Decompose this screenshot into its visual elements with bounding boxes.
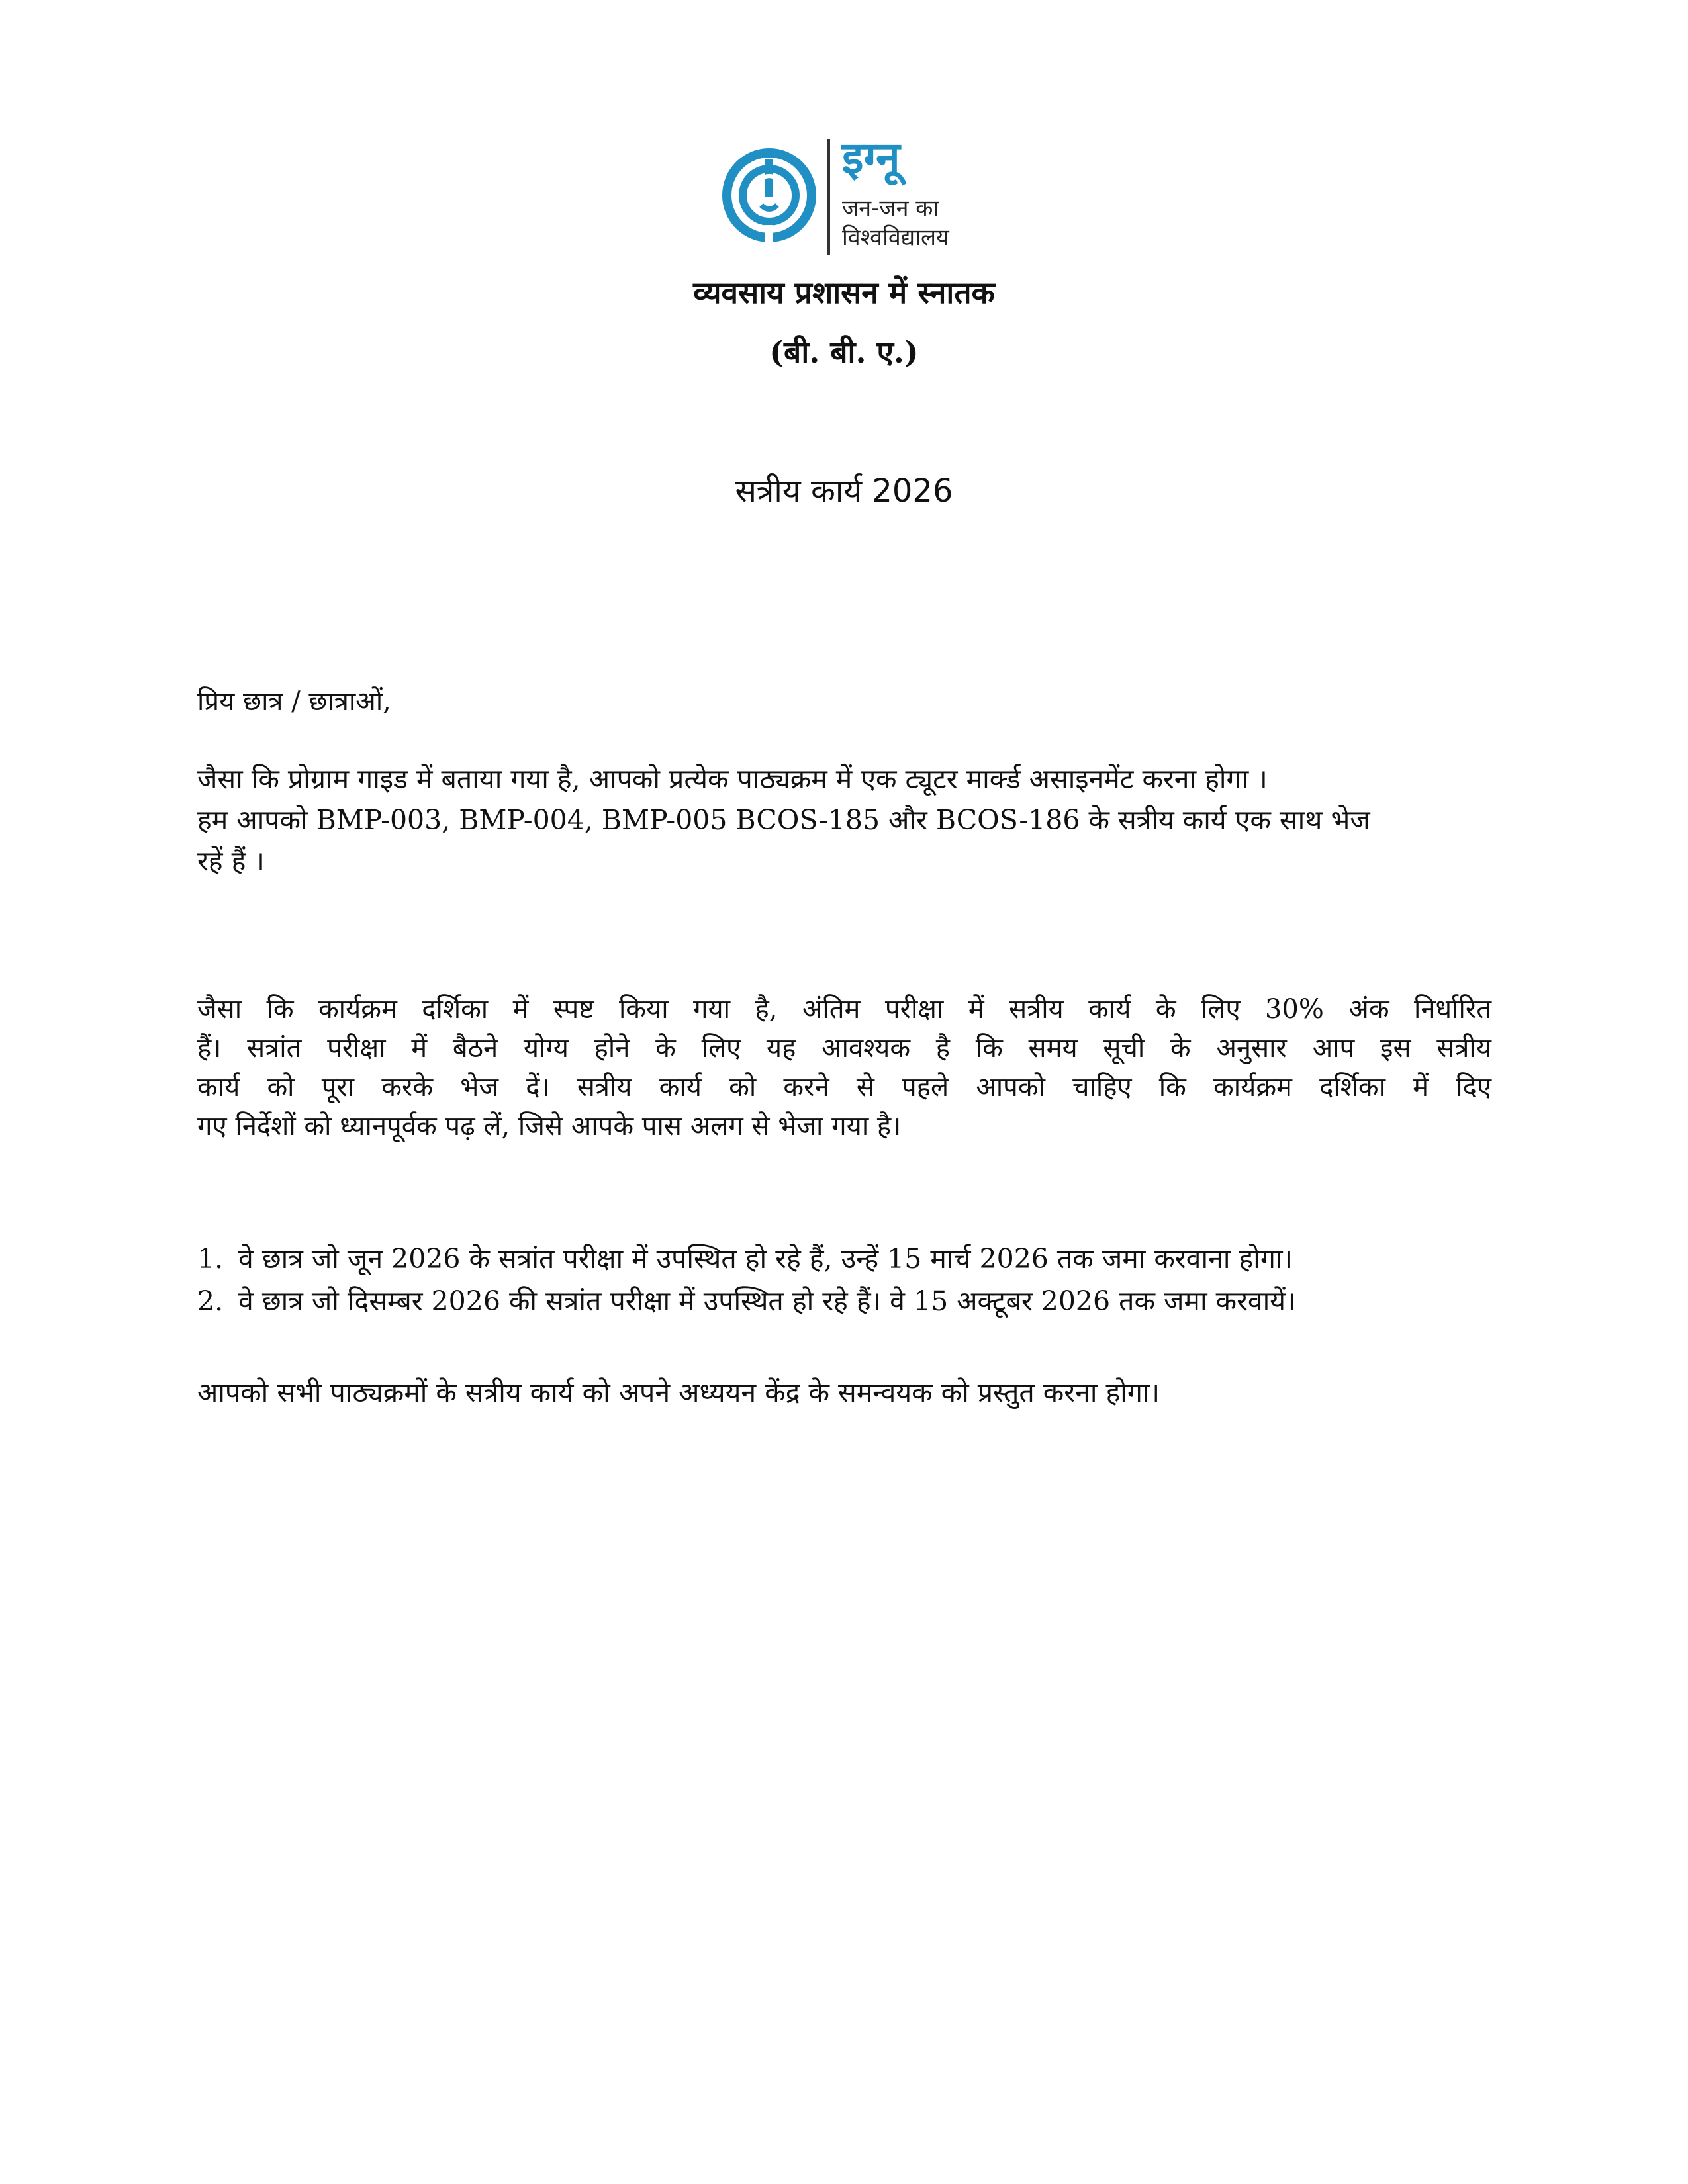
logo-tagline-line1: जन-जन का	[842, 195, 939, 222]
assignment-title: सत्रीय कार्य 2026	[735, 473, 953, 510]
ignou-logo	[722, 132, 986, 255]
list-item	[197, 1238, 1491, 1280]
intro-paragraph-line: रहें हैं ।	[197, 845, 265, 877]
intro-paragraph-line: हम आपको BMP-003, BMP-004, BMP-005 BCOS-185 और BCOS-186 के सत्रीय कार्य एक साथ भेज	[197, 804, 1370, 836]
instructions-paragraph	[197, 990, 1491, 1146]
program-abbreviation: (बी. बी. ए.)	[769, 334, 919, 370]
logo-tagline-line2: विश्वविद्यालय	[842, 224, 949, 251]
instructions-paragraph-line: जैसा कि कार्यक्रम दर्शिका में स्पष्ट किया गया है, अंतिम परीक्षा में सत्रीय कार्य के लिए 30% अंक निर्धारित	[197, 994, 1491, 1024]
intro-paragraph	[197, 758, 1491, 882]
salutation: प्रिय छात्र / छात्राओं,	[197, 686, 391, 717]
instructions-paragraph-line: गए निर्देशों को ध्यानपूर्वक पढ़ लें, जिसे आपके पास अलग से भेजा गया है।	[197, 1111, 902, 1142]
logo-brand-name: इग्नू	[842, 132, 900, 183]
logo-text-block	[827, 132, 986, 255]
list-item-number: 1.	[197, 1243, 224, 1275]
instructions-paragraph-line: कार्य को पूरा करके भेज दें। सत्रीय कार्य को करने से पहले आपको चाहिए कि कार्यक्रम दर्शिका में दिए	[197, 1072, 1491, 1103]
list-item-text: वे छात्र जो दिसम्बर 2026 की सत्रांत परीक्षा में उपस्थित हो रहे हैं। वे 15 अक्टूबर 2026 तक जमा करवायें।	[238, 1285, 1296, 1317]
deadline-list	[197, 1238, 1491, 1322]
intro-paragraph-line: जैसा कि प्रोग्राम गाइड में बताया गया है, आपको प्रत्येक पाठ्यक्रम में एक ट्यूटर मार्क्ड असाइनमेंट करना होगा ।	[197, 763, 1268, 795]
list-item-text: वे छात्र जो जून 2026 के सत्रांत परीक्षा में उपस्थित हो रहे हैं, उन्हें 15 मार्च 2026 तक जमा करवाना होगा।	[238, 1243, 1293, 1275]
program-title: व्यवसाय प्रशासन में स्नातक	[693, 275, 995, 310]
instructions-paragraph-line: हैं। सत्रांत परीक्षा में बैठने योग्य होने के लिए यह आवश्यक है कि समय सूची के अनुसार आप इस सत्रीय	[197, 1033, 1491, 1064]
list-item	[197, 1280, 1491, 1322]
closing-paragraph: आपको सभी पाठ्यक्रमों के सत्रीय कार्य को अपने अध्ययन केंद्र के समन्वयक को प्रस्तुत करना होगा।	[197, 1377, 1160, 1408]
list-item-number: 2.	[197, 1285, 224, 1317]
ignou-emblem-icon	[722, 139, 821, 255]
